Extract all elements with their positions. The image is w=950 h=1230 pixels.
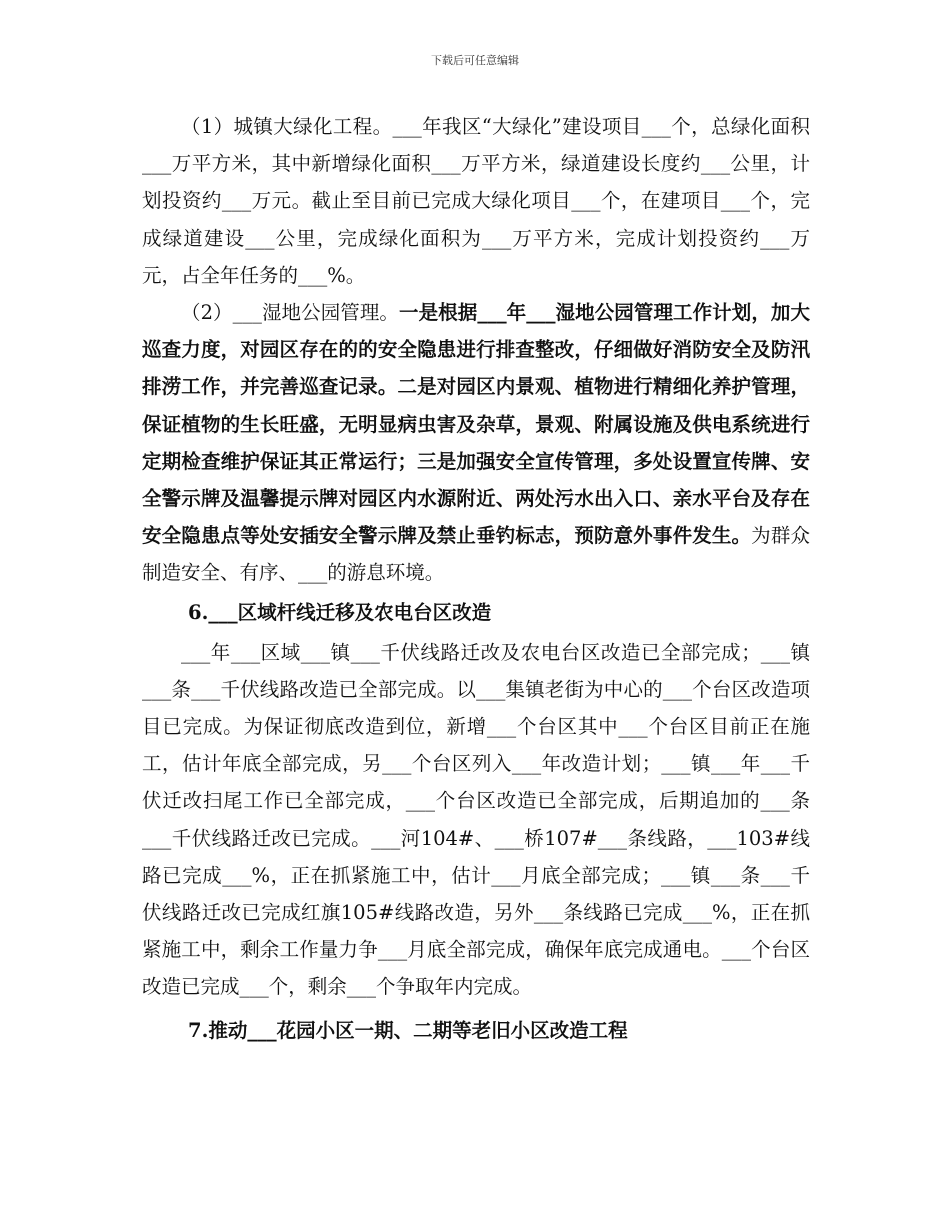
paragraph-greening-project: （1）城镇大绿化工程。___年我区“大绿化”建设项目___个，总绿化面积___万平方米，其中新增绿化面积___万平方米，绿道建设长度约___公里，计划投资约___万元。截止至目前已完成大绿化项目___个，在建项目___个，完成绿道建设___公里，完成绿化面积为___万平方米，完成计划投资约___万元，占全年任务的___%。 <box>142 115 810 287</box>
document-body <box>142 108 810 1052</box>
section-heading-7: 7.推动___花园小区一期、二期等老旧小区改造工程 <box>188 1018 628 1042</box>
paragraph-power-line-migration: ___年___区域___镇___千伏线路迁改及农电台区改造已全部完成；___镇___条___千伏线路改造已全部完成。以___集镇老街为中心的___个台区改造项目已完成。为保证彻底改造到位，新增___个台区其中___个台区目前正在施工，估计年底全部完成，另___个台区列入___年改造计划；___镇___年___千伏迁改扫尾工作已全部完成，___个台区改造已全部完成，后期追加的___条___千伏线路迁改已完成。___河104#、___桥107#___条线路，___103#线路已完成___%，正在抓紧施工中，估计___月底全部完成；___镇___条___千伏线路迁改已完成红旗105#线路改造，另外___条线路已完成___%，正在抓紧施工中，剩余工作量力争___月底全部完成，确保年底完成通电。___个台区改造已完成___个，剩余___个争取年内完成。 <box>142 640 810 999</box>
wetland-lead-text: （2）___湿地公园管理。 <box>181 301 400 325</box>
paragraph-wetland-park <box>142 294 810 592</box>
wetland-tail-text: 为群众制造安全、有序、___的游息环境。 <box>142 524 810 585</box>
page-header-note: 下载后可任意编辑 <box>431 54 519 67</box>
wetland-bold-text: 一是根据___年___湿地公园管理工作计划，加大巡查力度，对园区存在的的安全隐患进行排查整改，仔细做好消防安全及防汛排涝工作，并完善巡查记录。二是对园区内景观、植物进行精细化养护管理，保证植物的生长旺盛，无明显病虫害及杂草，景观、附属设施及供电系统进行定期检查维护保证其正常运行；三是加强安全宣传管理，多处设置宣传牌、安全警示牌及温馨提示牌对园区内水源附近、两处污水出入口、亲水平台及存在安全隐患点等处安插安全警示牌及禁止垂钓标志，预防意外事件发生。 <box>142 301 810 548</box>
section-heading-6: 6.___区域杆线迁移及农电台区改造 <box>188 600 492 624</box>
